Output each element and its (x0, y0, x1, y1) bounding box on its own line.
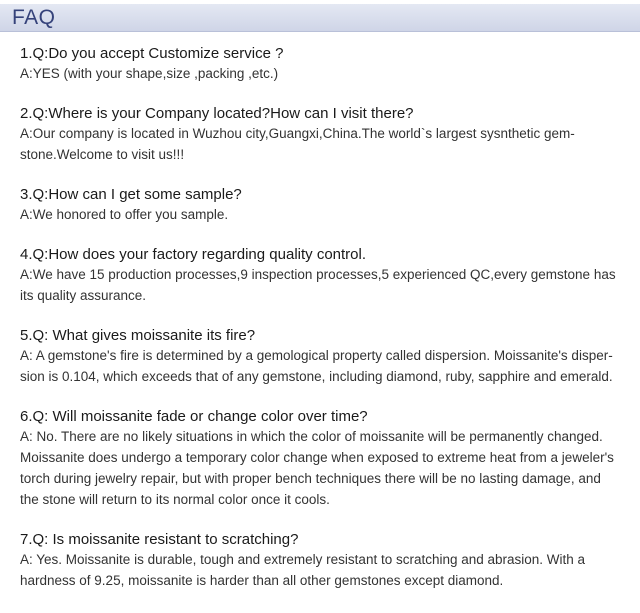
faq-question: 2.Q:Where is your Company located?How can I visit there? (20, 105, 414, 122)
faq-answer-line: A: No. There are no likely situations in which the color of moissanite will be permanently changed. (20, 429, 603, 444)
faq-answer-line: A:Our company is located in Wuzhou city,Guangxi,China.The world`s largest sysnthetic gem- (20, 126, 575, 141)
faq-answer-line: hardness of 9.25, moissanite is harder than all other gemstones except diamond. (20, 573, 504, 588)
faq-item (20, 44, 628, 84)
faq-answer-line: A: A gemstone's fire is determined by a gemological property called dispersion. Moissanite's disper- (20, 348, 613, 363)
faq-answer (20, 264, 628, 306)
faq-question: 4.Q:How does your factory regarding quality control. (20, 246, 367, 263)
faq-list (20, 44, 628, 591)
faq-answer-line: Moissanite does undergo a temporary color change when exposed to extreme heat from a jeweler's (20, 450, 614, 465)
page-title: FAQ (12, 6, 56, 29)
faq-question: 5.Q: What gives moissanite its fire? (20, 327, 256, 344)
faq-answer-line: its quality assurance. (20, 288, 147, 303)
faq-question: 3.Q:How can I get some sample? (20, 186, 242, 203)
faq-header-bar (0, 4, 640, 32)
faq-item (20, 104, 628, 165)
faq-answer-line: stone.Welcome to visit us!!! (20, 147, 185, 162)
faq-answer-line: A: Yes. Moissanite is durable, tough and extremely resistant to scratching and abrasion. With a (20, 552, 586, 567)
faq-answer (20, 123, 628, 165)
faq-question: 1.Q:Do you accept Customize service ? (20, 45, 284, 62)
faq-answer-line: the stone will return to its normal color once it cools. (20, 492, 330, 507)
faq-answer-line: A:We have 15 production processes,9 inspection processes,5 experienced QC,every gemstone has (20, 267, 616, 282)
faq-question: 7.Q: Is moissanite resistant to scratching? (20, 531, 299, 548)
faq-answer (20, 549, 628, 591)
faq-answer-line: A:We honored to offer you sample. (20, 207, 229, 222)
faq-answer (20, 204, 628, 225)
faq-answer (20, 345, 628, 387)
faq-question: 6.Q: Will moissanite fade or change color over time? (20, 408, 368, 425)
faq-answer-line: torch during jewelry repair, but with proper bench techniques there will be no lasting damage, and (20, 471, 601, 486)
faq-answer-line: sion is 0.104, which exceeds that of any gemstone, including diamond, ruby, sapphire and emerald. (20, 369, 613, 384)
faq-item (20, 185, 628, 225)
faq-item (20, 245, 628, 306)
faq-answer (20, 426, 628, 510)
faq-item (20, 326, 628, 387)
faq-item (20, 407, 628, 510)
faq-answer-line: A:YES (with your shape,size ,packing ,etc.) (20, 66, 279, 81)
faq-item (20, 530, 628, 591)
faq-answer (20, 63, 628, 84)
